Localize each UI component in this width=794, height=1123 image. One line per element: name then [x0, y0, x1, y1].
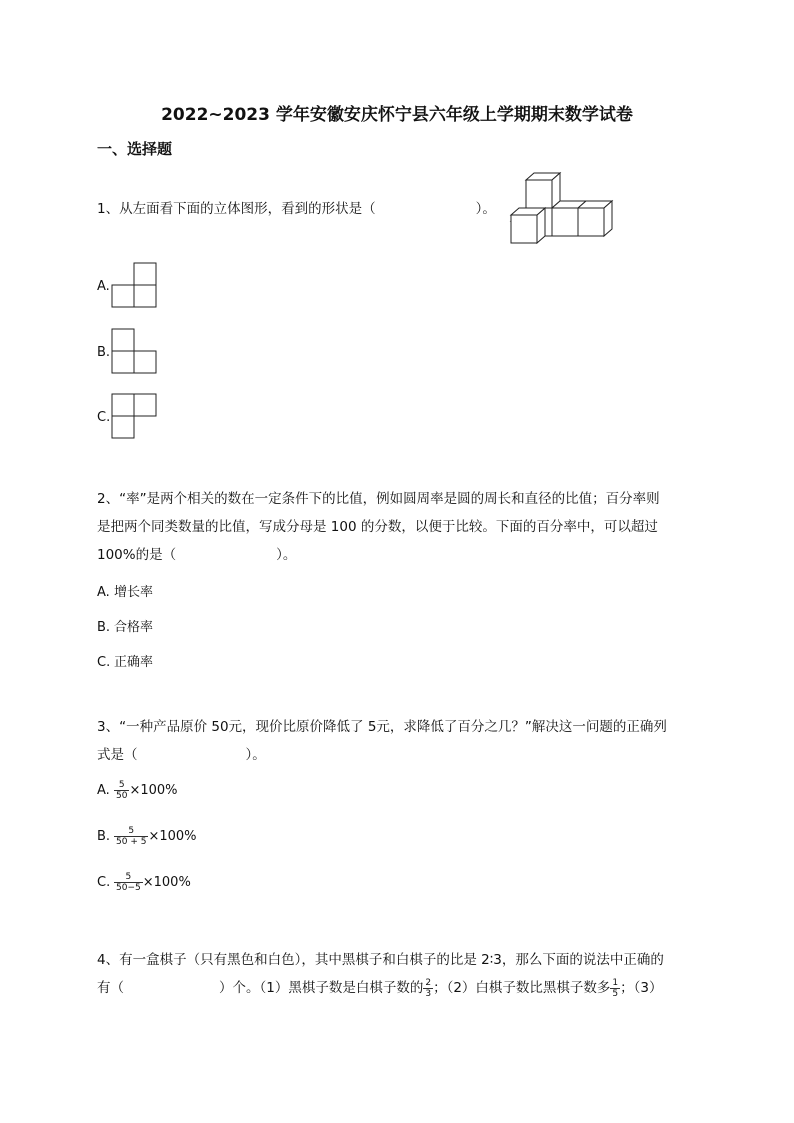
- fraction: $\frac{5}{50 + 5}$: [116, 826, 147, 847]
- question-2-line-3: 100%的是（ ）。: [97, 547, 297, 563]
- option-a[interactable]: A.: [97, 279, 110, 294]
- cube-front-face: [511, 215, 537, 243]
- cube-front-face: [526, 180, 552, 208]
- question-3-stem: [97, 713, 702, 769]
- option-a[interactable]: A. $\frac{5}{50}$ ×100%: [97, 780, 178, 801]
- option-c-shape: [112, 393, 158, 439]
- question-1-text-end: ）。: [475, 201, 496, 217]
- option-b-shape: [112, 328, 158, 374]
- option-c[interactable]: C.: [97, 410, 111, 425]
- option-a[interactable]: A. 增长率: [97, 585, 154, 600]
- question-2-stem: [97, 485, 702, 569]
- question-1-text: 1、从左面看下面的立体图形，看到的形状是（: [97, 201, 376, 217]
- page-title: 2022~2023 学年安徽安庆怀宁县六年级上学期期末数学试卷: [161, 105, 633, 125]
- cube-front-face: [578, 208, 604, 236]
- fraction: $\frac{5}{50}$: [116, 780, 128, 801]
- option-c[interactable]: C. 正确率: [97, 655, 154, 670]
- option-a-shape: [112, 262, 158, 308]
- option-c[interactable]: C. $\frac{5}{50-5}$ ×100%: [97, 872, 191, 893]
- question-2-line-2: 是把两个同类数量的比值，写成分母是 100 的分数，以便于比较。下面的百分率中，可以超过: [97, 519, 658, 535]
- cube-front-face: [552, 208, 578, 236]
- question-3-line-2: 式是（ ）。: [97, 747, 266, 763]
- question-4-stem: [97, 946, 702, 1002]
- fraction: $\frac{5}{50-5}$: [116, 872, 141, 893]
- question-3-line-1: 3、“一种产品原价 50元，现价比原价降低了 5元，求降低了百分之几？”解决这一问题的正确列: [97, 719, 667, 735]
- question-4-line-1: 4、有一盒棋子（只有黑色和白色），其中黑棋子和白棋子的比是 2∶3，那么下面的说法中正确的: [97, 952, 664, 968]
- fraction: $\frac{1}{5}$: [612, 977, 619, 999]
- section-heading: 一、选择题: [97, 140, 173, 158]
- option-b[interactable]: B. $\frac{5}{50 + 5}$ ×100%: [97, 826, 197, 847]
- option-b[interactable]: B. 合格率: [97, 620, 154, 635]
- cube-figure: [508, 170, 613, 245]
- question-2-line-1: 2、“率”是两个相关的数在一定条件下的比值，例如圆周率是圆的周长和直径的比值；百分率则: [97, 491, 660, 507]
- option-b[interactable]: B.: [97, 345, 111, 360]
- fraction: $\frac{2}{3}$: [425, 977, 432, 999]
- question-4-line-2: 有（ ）个。（1）黑棋子数是白棋子数的 $\frac{2}{3}$ ；（2）白棋子数比黑棋子数多 $\frac{1}{5}$ ；（3）: [97, 977, 663, 999]
